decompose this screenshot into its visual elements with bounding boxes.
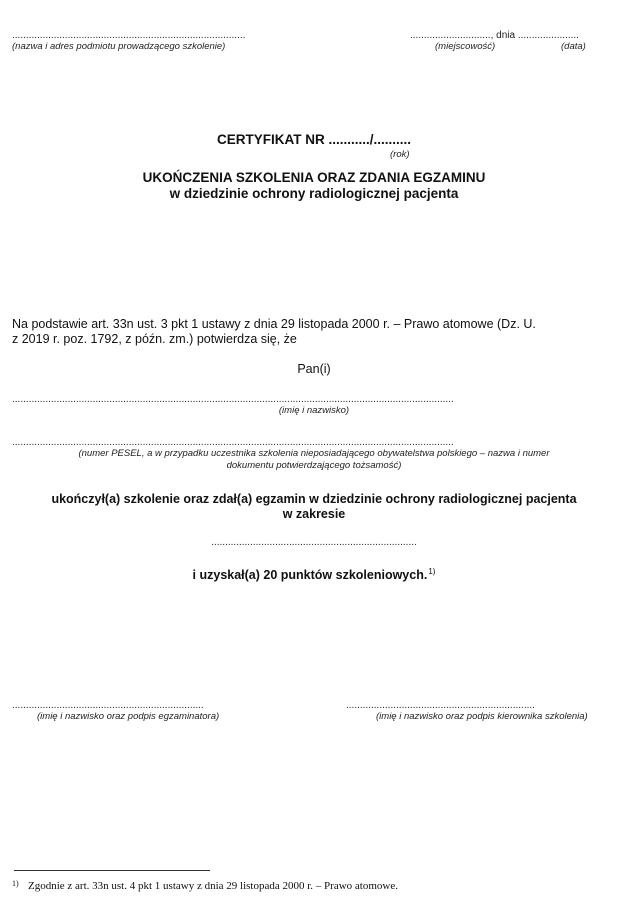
- organization-dotted-line: ....................................................................................: [12, 30, 246, 41]
- supervisor-signature-line: ....................................................................: [346, 700, 535, 711]
- addressee-label: Pan(i): [297, 362, 331, 376]
- completed-statement-1: ukończył(a) szkolenie oraz zdał(a) egzamin w dziedzinie ochrony radiologicznej pacjenta: [51, 492, 577, 506]
- place-date-line: ............................., dnia ......................: [410, 30, 579, 41]
- certificate-title: CERTYFIKAT NR .........../..........: [216, 132, 411, 147]
- footnote-separator: [14, 870, 210, 871]
- points-text: i uzyskał(a) 20 punktów szkoleniowych.: [192, 568, 428, 582]
- footnote-reference: 1): [428, 567, 436, 576]
- examiner-signature-line: .....................................................................: [12, 700, 204, 711]
- certificate-subtitle-1: UKOŃCZENIA SZKOLENIA ORAZ ZDANIA EGZAMINU: [142, 170, 486, 185]
- supervisor-caption: (imię i nazwisko oraz podpis kierownika szkolenia): [376, 711, 588, 722]
- place-caption: (miejscowość): [435, 41, 496, 52]
- points-statement: [0, 563, 628, 584]
- footnote-marker: 1): [12, 879, 19, 888]
- pesel-dotted-line: ...............................................................................................................................................................: [12, 437, 454, 448]
- examiner-caption: (imię i nazwisko oraz podpis egzaminatora): [37, 711, 220, 722]
- pesel-caption-2: dokumentu potwierdzającego tożsamość): [226, 460, 402, 471]
- scope-dotted-line: ..........................................................................: [211, 537, 417, 548]
- footnote-text: Zgodnie z art. 33n ust. 4 pkt 1 ustawy z dnia 29 listopada 2000 r. – Prawo atomowe.: [28, 880, 398, 892]
- certificate-subtitle-2: w dziedzinie ochrony radiologicznej pacjenta: [169, 186, 459, 201]
- organization-caption: (nazwa i adres podmiotu prowadzącego szkolenie): [12, 41, 226, 52]
- year-caption: (rok): [390, 149, 410, 160]
- name-caption: (imię i nazwisko): [278, 405, 350, 416]
- legal-basis-line-2: z 2019 r. poz. 1792, z późn. zm.) potwierdza się, że: [12, 332, 297, 346]
- pesel-caption-1: (numer PESEL, a w przypadku uczestnika szkolenia nieposiadającego obywatelstwa polskiego – nazwa i numer: [78, 448, 550, 459]
- legal-basis-line-1: Na podstawie art. 33n ust. 3 pkt 1 ustawy z dnia 29 listopada 2000 r. – Prawo atomowe (Dz. U.: [12, 317, 536, 331]
- name-dotted-line: ...............................................................................................................................................................: [12, 394, 454, 405]
- date-caption: (data): [561, 41, 586, 52]
- completed-statement-2: w zakresie: [282, 507, 346, 521]
